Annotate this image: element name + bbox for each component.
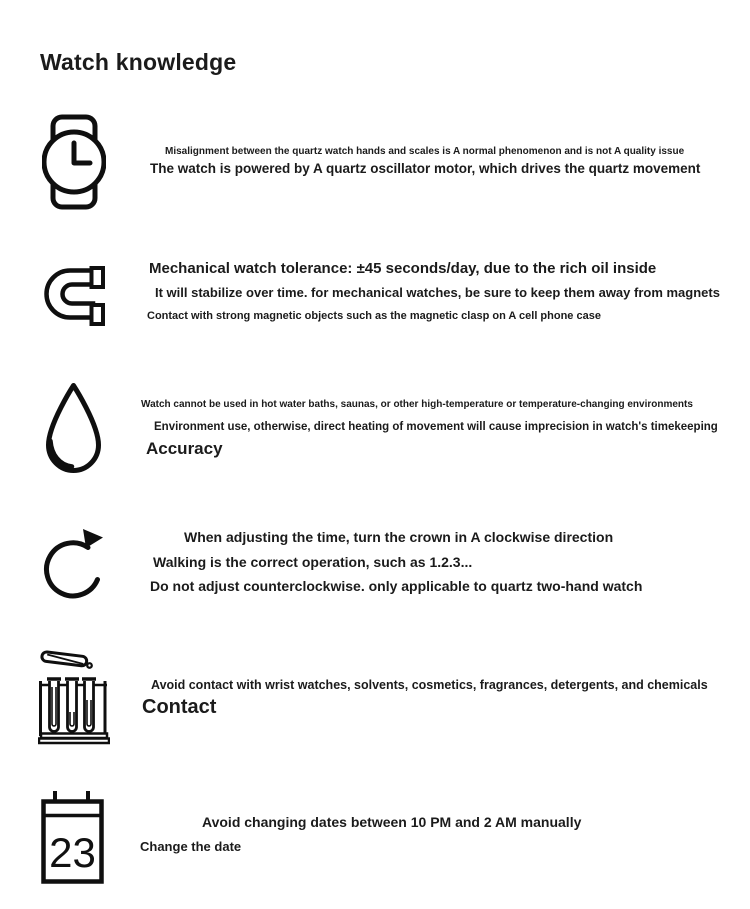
- section-accuracy-line-2: Environment use, otherwise, direct heating of movement will cause imprecision in watch's timekeeping: [154, 421, 718, 433]
- wristwatch-icon: [42, 114, 106, 210]
- section-adjustment-line-3: Do not adjust counterclockwise. only applicable to quartz two-hand watch: [150, 578, 643, 594]
- calendar-day-number: 23: [49, 829, 96, 876]
- test-tubes-icon: [38, 648, 110, 745]
- section-quartz-line-2: The watch is powered by A quartz oscillator motor, which drives the quartz movement: [150, 161, 701, 176]
- page-title: Watch knowledge: [40, 49, 237, 76]
- section-accuracy-heading: Accuracy: [146, 439, 223, 458]
- magnet-icon: [43, 266, 105, 326]
- calendar-icon: [41, 789, 104, 884]
- section-accuracy-line-1: Watch cannot be used in hot water baths, saunas, or other high-temperature or temperature-changing environments: [141, 399, 693, 410]
- section-contact-heading: Contact: [142, 696, 217, 718]
- section-date-line-1: Avoid changing dates between 10 PM and 2 AM manually: [202, 814, 582, 830]
- section-adjustment-line-1: When adjusting the time, turn the crown in A clockwise direction: [184, 529, 614, 545]
- section-quartz-line-1: Misalignment between the quartz watch hands and scales is A normal phenomenon and is not A quality issue: [165, 146, 685, 157]
- clockwise-arrow-icon: [42, 528, 107, 606]
- section-magnet-line-1: Mechanical watch tolerance: ±45 seconds/day, due to the rich oil inside: [149, 260, 657, 277]
- section-date-heading: Change the date: [140, 839, 242, 854]
- section-magnet-line-3: Contact with strong magnetic objects such as the magnetic clasp on A cell phone case: [147, 310, 601, 322]
- section-contact-line-1: Avoid contact with wrist watches, solvents, cosmetics, fragrances, detergents, and chemicals: [151, 678, 708, 692]
- water-drop-icon: [42, 382, 105, 476]
- section-magnet-line-2: It will stabilize over time. for mechanical watches, be sure to keep them away from magnets: [155, 285, 720, 300]
- section-adjustment-line-2: Walking is the correct operation, such as 1.2.3...: [153, 554, 473, 570]
